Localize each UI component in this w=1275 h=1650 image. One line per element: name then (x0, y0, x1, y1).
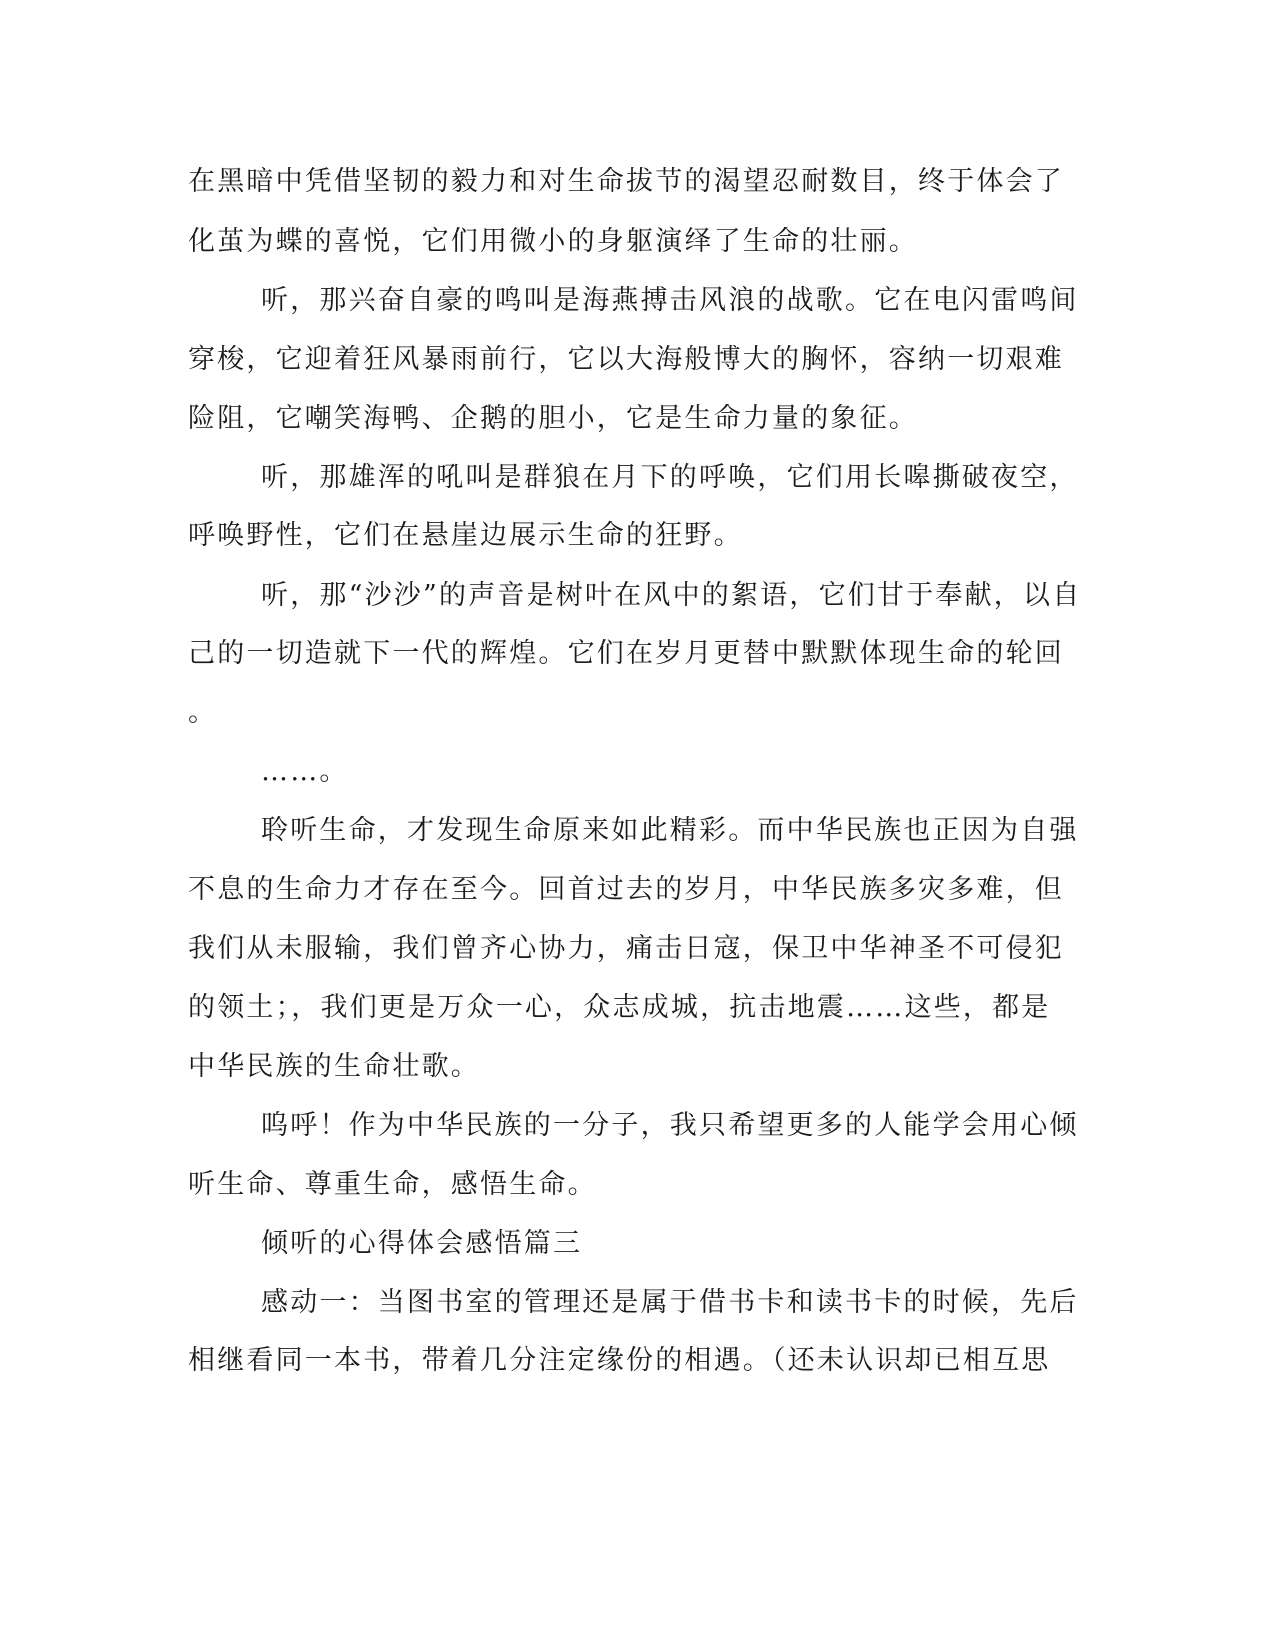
text-line: 险阻，它嘲笑海鸭、企鹅的胆小，它是生命力量的象征。 (188, 403, 918, 434)
section-heading: 倾听的心得体会感悟篇三 (261, 1228, 583, 1259)
paragraph-start: 呜呼！作为中华民族的一分子，我只希望更多的人能学会用心倾 (261, 1110, 1079, 1141)
text-line: 中华民族的生命壮歌。 (188, 1051, 480, 1082)
text-line: 。 (188, 697, 218, 728)
text-line: 我们从未服输，我们曾齐心协力，痛击日寇，保卫中华神圣不可侵犯 (188, 933, 1064, 964)
paragraph-start: 听，那兴奋自豪的鸣叫是海燕搏击风浪的战歌。它在电闪雷鸣间 (261, 285, 1079, 316)
paragraph-start: 感动一：当图书室的管理还是属于借书卡和读书卡的时候，先后 (261, 1287, 1079, 1318)
text-line: 不息的生命力才存在至今。回首过去的岁月，中华民族多灾多难，但 (188, 874, 1064, 905)
ellipsis-line: ……。 (261, 756, 349, 787)
text-line: 己的一切造就下一代的辉煌。它们在岁月更替中默默体现生命的轮回 (188, 638, 1064, 669)
text-line: 呼唤野性，它们在悬崖边展示生命的狂野。 (188, 520, 743, 551)
text-line: 化茧为蝶的喜悦，它们用微小的身躯演绎了生命的壮丽。 (188, 226, 918, 257)
text-line: 在黑暗中凭借坚韧的毅力和对生命拔节的渴望忍耐数目，终于体会了 (188, 166, 1064, 197)
text-line: 听生命、尊重生命，感悟生命。 (188, 1169, 597, 1200)
text-line: 的领土；，我们更是万众一心，众志成城，抗击地震……这些，都是 (188, 992, 1051, 1023)
paragraph-start: 听，那“沙沙”的声音是树叶在风中的絮语，它们甘于奉献，以自 (261, 580, 1082, 611)
paragraph-start: 聆听生命，才发现生命原来如此精彩。而中华民族也正因为自强 (261, 815, 1079, 846)
paragraph-start: 听，那雄浑的吼叫是群狼在月下的呼唤，它们用长嗥撕破夜空， (261, 462, 1079, 493)
text-line: 穿梭，它迎着狂风暴雨前行，它以大海般博大的胸怀，容纳一切艰难 (188, 344, 1064, 375)
text-line: 相继看同一本书，带着几分注定缘份的相遇。（还未认识却已相互思 (188, 1345, 1051, 1376)
